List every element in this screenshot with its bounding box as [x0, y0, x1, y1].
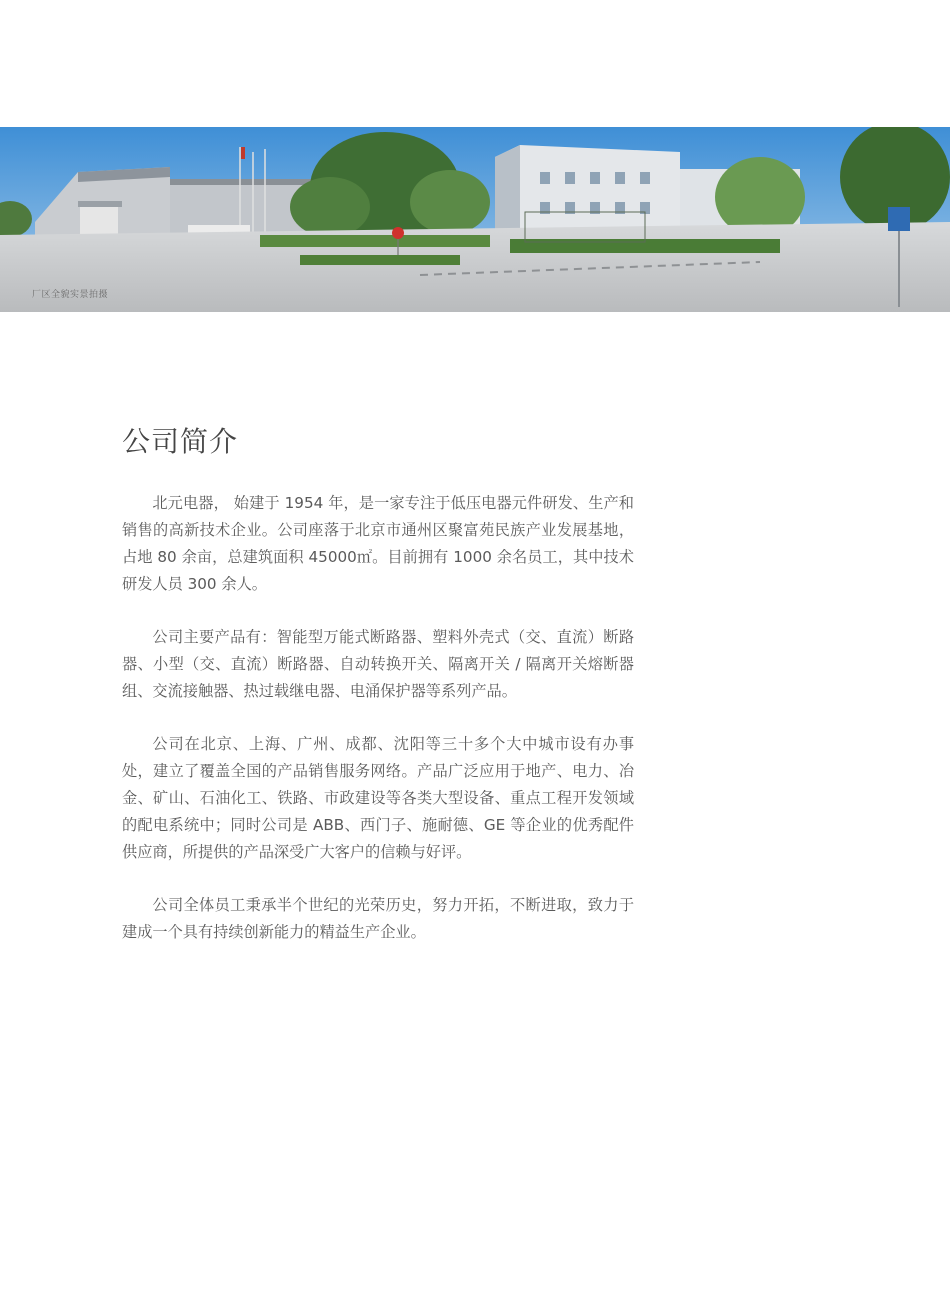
products-paragraph: 公司主要产品有：智能型万能式断路器、塑料外壳式（交、直流）断路器、小型（交、直流）断路器、自动转换开关、隔离开关 / 隔离开关熔断器组、交流接触器、热过载继电器、电涌保护器等系列产品。 [122, 628, 634, 700]
factory-panorama-illustration [0, 127, 950, 312]
mission-paragraph: 公司全体员工秉承半个世纪的光荣历史，努力开拓，不断进取，致力于建成一个具有持续创新能力的精益生产企业。 [122, 896, 634, 941]
network-paragraph: 公司在北京、上海、广州、成都、沈阳等三十多个大中城市设有办事处，建立了覆盖全国的产品销售服务网络。产品广泛应用于地产、电力、冶金、矿山、石油化工、铁路、市政建设等各类大型设备、重点工程开发领域的配电系统中；同时公司是 ABB、西门子、施耐德、GE 等企业的优秀配件供应商，所提供的产品深受广大客户的信赖与好评。 [122, 735, 634, 861]
page-title: 公司简介 [122, 425, 239, 458]
company-intro-body [122, 490, 634, 972]
factory-panorama-photo [0, 127, 950, 312]
intro-paragraph: 北元电器， 始建于 1954 年，是一家专注于低压电器元件研发、生产和销售的高新技术企业。公司座落于北京市通州区聚富苑民族产业发展基地，占地 80 余亩，总建筑面积 45000㎡。目前拥有 1000 余名员工，其中技术研发人员 300 余人。 [122, 494, 634, 593]
banner-caption: 厂区全貌实景拍摄 [32, 290, 109, 300]
